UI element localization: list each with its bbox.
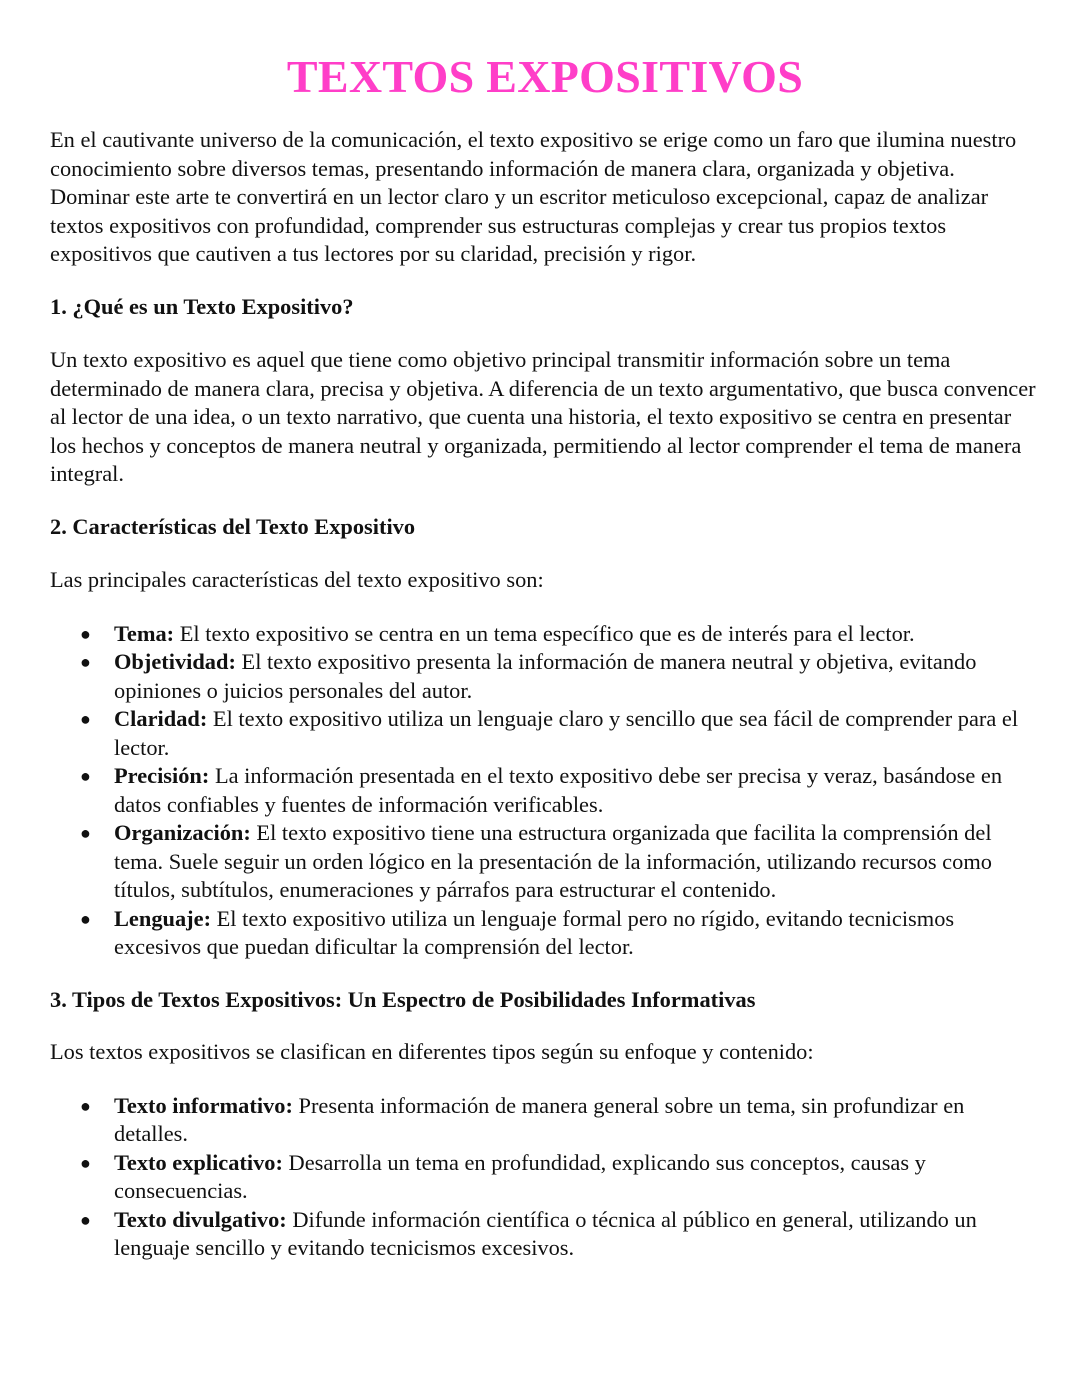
section-paragraph-3: Los textos expositivos se clasifican en diferentes tipos según su enfoque y contenido: (50, 1039, 814, 1064)
characteristics-list (50, 620, 1040, 962)
list-item-term: Texto divulgativo: (114, 1206, 287, 1232)
section-heading-2: 2. Características del Texto Expositivo (50, 513, 416, 539)
list-item-term: Texto informativo: (114, 1092, 293, 1118)
bullet-icon: ● (80, 709, 91, 729)
bullet-icon: ● (80, 1209, 91, 1230)
list-item-term: Texto explicativo: (114, 1149, 283, 1175)
list-item-term: Organización: (114, 820, 251, 845)
list-item (50, 705, 1040, 762)
section-paragraph-1: Un texto expositivo es aquel que tiene como objetivo principal transmitir información sobre un tema determinado de manera clara, precisa y objetiva. A diferencia de un texto argumentativo, que busca convencer al lector de una idea, o un texto narrativo, que cuenta una historia, el texto expositivo se centra en presentar los hechos y conceptos de manera neutral y organizada, permitiendo al lector comprender el tema de manera integral. (50, 347, 1036, 486)
page-title: TEXTOS EXPOSITIVOS (286, 51, 804, 102)
list-item (50, 819, 1040, 905)
section-heading-3: 3. Tipos de Textos Expositivos: Un Espectro de Posibilidades Informativas (50, 986, 756, 1012)
list-item (50, 1206, 1040, 1263)
list-item-text: Difunde información científica o técnica al público en general, utilizando un lenguaje sencillo y evitando tecnicismos excesivos. (114, 1206, 977, 1260)
bullet-icon: ● (80, 652, 91, 672)
bullet-icon: ● (80, 823, 91, 843)
document-page (50, 0, 1040, 1263)
list-item (50, 1092, 1040, 1149)
bullet-icon: ● (80, 1095, 91, 1116)
list-item-term: Tema: (114, 620, 175, 646)
list-item-text: El texto expositivo utiliza un lenguaje claro y sencillo que sea fácil de comprender para el lector. (114, 706, 1019, 760)
intro-paragraph: En el cautivante universo de la comunicación, el texto expositivo se erige como un faro que ilumina nuestro conocimiento sobre diversos temas, presentando información de manera clara, organizada y objetiva. Dominar este arte te convertirá en un lector claro y un escritor meticuloso excepcional, capaz de analizar textos expositivos con profundidad, comprender sus estructuras complejas y crear tus propios textos expositivos que cautiven a tus lectores por su claridad, precisión y rigor. (50, 127, 1017, 266)
list-item-term: Precisión: (114, 763, 210, 788)
section-paragraph-2: Las principales características del texto expositivo son: (50, 567, 544, 592)
bullet-icon: ● (80, 766, 91, 786)
list-item (50, 648, 1040, 705)
list-item-term: Objetividad: (114, 649, 236, 674)
bullet-icon: ● (80, 623, 91, 644)
section-heading-1: 1. ¿Qué es un Texto Expositivo? (50, 293, 354, 319)
list-item-text: La información presentada en el texto expositivo debe ser precisa y veraz, basándose en datos confiables y fuentes de información verificables. (114, 763, 1003, 817)
list-item (50, 762, 1040, 819)
list-item (50, 620, 1040, 649)
list-item-text: El texto expositivo tiene una estructura organizada que facilita la comprensión del tema. Suele seguir un orden lógico en la presentación de la información, utilizando recursos como títulos, subtítulos, enumeraciones y párrafos para estructurar el contenido. (114, 820, 992, 902)
list-item-term: Claridad: (114, 706, 208, 731)
list-item-text: El texto expositivo presenta la información de manera neutral y objetiva, evitando opiniones o juicios personales del autor. (114, 649, 977, 703)
list-item-text: El texto expositivo utiliza un lenguaje formal pero no rígido, evitando tecnicismos excesivos que puedan dificultar la comprensión del lector. (114, 905, 955, 959)
list-item-text: Desarrolla un tema en profundidad, explicando sus conceptos, causas y consecuencias. (114, 1149, 926, 1203)
bullet-icon: ● (80, 908, 91, 929)
list-item-term: Lenguaje: (114, 905, 212, 931)
list-item-text: El texto expositivo se centra en un tema específico que es de interés para el lector. (174, 620, 915, 646)
list-item (50, 1149, 1040, 1206)
list-item-text: Presenta información de manera general sobre un tema, sin profundizar en detalles. (114, 1092, 965, 1146)
types-list (50, 1092, 1040, 1263)
list-item (50, 905, 1040, 962)
bullet-icon: ● (80, 1152, 91, 1173)
